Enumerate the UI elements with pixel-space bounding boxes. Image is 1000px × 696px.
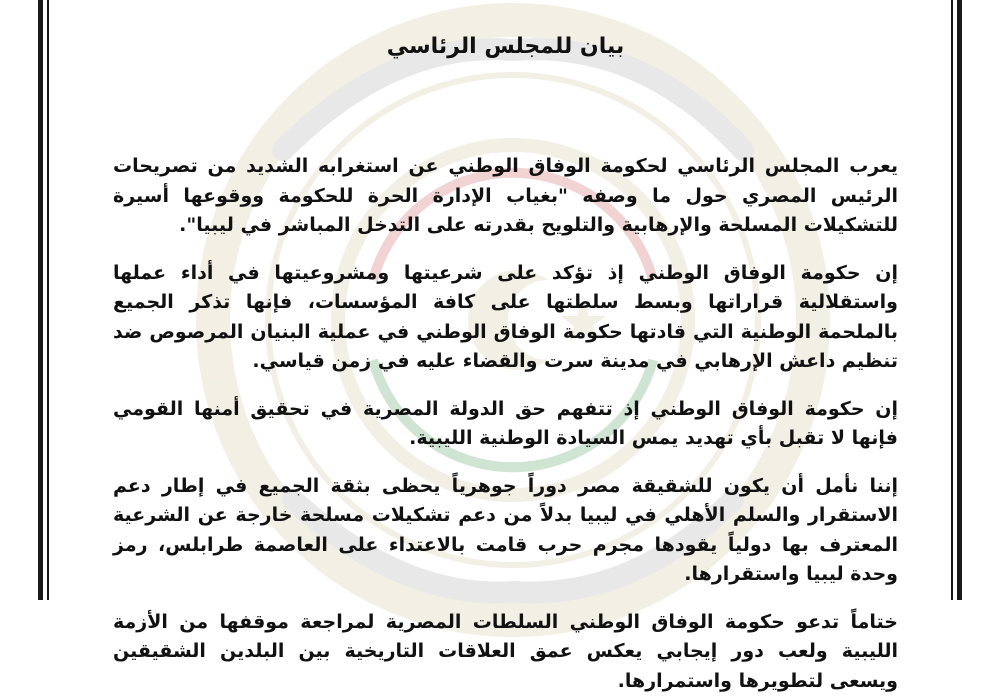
statement-document — [113, 0, 898, 696]
page-frame — [38, 0, 962, 600]
paragraph-4: إننا نأمل أن يكون للشقيقة مصر دوراً جوهرياً يحظى بثقة الجميع في إطار دعم الاستقرار والسلم الأهلي في ليبيا بدلاً من دعم تشكيلات مسلحة خارجة عن الشرعية المعترف بها دولياً يقودها مجرم حرب قامت بالاعتداء على العاصمة طرابلس، رمز وحدة ليبيا واستقرارها. — [113, 472, 898, 590]
document-title: بيان للمجلس الرئاسي — [113, 0, 898, 74]
paragraph-5: ختاماً تدعو حكومة الوفاق الوطني السلطات المصرية لمراجعة موقفها من الأزمة الليبية ولعب دور إيجابي يعكس عمق العلاقات التاريخية بين البلدين الشقيقين ويسعى لتطويرها واستمرارها. — [113, 608, 898, 696]
paragraph-2: إن حكومة الوفاق الوطني إذ تؤكد على شرعيتها ومشروعيتها في أداء عملها واستقلالية قراراتها وبسط سلطتها على كافة المؤسسات، فإنها تذكر الجميع بالملحمة الوطنية التي قادتها حكومة الوفاق الوطني في عملية البنيان المرصوص ضد تنظيم داعش الإرهابي في مدينة سرت والقضاء عليه في زمن قياسي. — [113, 259, 898, 377]
paragraph-3: إن حكومة الوفاق الوطني إذ تتفهم حق الدولة المصرية في تحقيق أمنها القومي فإنها لا تقبل بأي تهديد يمس السيادة الوطنية الليبية. — [113, 395, 898, 454]
paragraph-1: يعرب المجلس الرئاسي لحكومة الوفاق الوطني عن استغرابه الشديد من تصريحات الرئيس المصري حول ما وصفه "بغياب الإدارة الحرة للحكومة ووقوعها أسيرة للتشكيلات المسلحة والإرهابية والتلويح بقدرته على التدخل المباشر في ليبيا". — [113, 152, 898, 241]
